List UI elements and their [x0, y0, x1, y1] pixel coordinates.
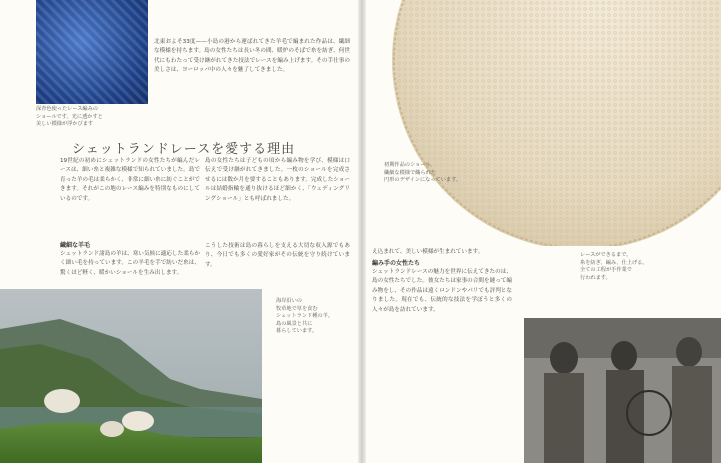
- coastal-sheep-photo: [0, 289, 262, 463]
- sub-heading-left: 繊細な羊毛: [60, 242, 91, 249]
- lace-caption: 初期作品のショール。 繊細な模様で織られた 円形のデザインになっています。: [384, 162, 462, 184]
- left-column-2: シェットランド諸島の羊は、寒い気候に適応した柔らかく細い毛を持っています。この羊毛を手で紡いだ糸は、驚くほど軽く、暖かいショールを生み出します。: [60, 251, 200, 276]
- intro-paragraph: 北東およそ33度——小島の港から運ばれてきた羊毛で編まれた作品は、繊細な模様を持ちます。島の女性たちは長い冬の間、暖炉のそばで糸を紡ぎ、何世代にもわたって受け継がれてきた技法でレースを編み上げます。その手仕事の美しさは、ヨーロッパ中の人々を魅了してきました。: [154, 39, 350, 74]
- spin-caption: レースができるまで。 糸を紡ぎ、編み、仕上げる。 全ての工程が手作業で 行われます。: [580, 252, 648, 281]
- knitted-shawl-photo: [36, 0, 148, 104]
- sub-heading-right: 編み手の女性たち: [372, 260, 421, 267]
- left-column: 19世紀の初めにシェットランドの女性たちが編んだレースは、細い糸と複雑な模様で知られていました。島で育った羊の毛は柔らかく、非常に細い糸に紡ぐことができます。それがこの地のレース編みを特別なものにしているのです。: [60, 158, 200, 202]
- coast-caption: 海岸沿いの 牧草地で草を食む シェットランド種の羊。 島の風景と共に 暮らしています。: [276, 298, 333, 335]
- lace-doily-photo: [372, 0, 721, 246]
- right-column-2: シェットランドレースの魅力を世界に伝えてきたのは、島の女性たちでした。彼女たちは家事の合間を縫って編み物をし、その作品は遠くロンドンやパリでも評判となりました。現在でも、伝統的な技法を学ぼうと多くの人々が島を訪れています。: [372, 269, 512, 313]
- right-column: え込まれて、美しい模様が生まれています。: [372, 249, 484, 255]
- middle-column-2: こうした技術は島の暮らしを支える大切な収入源でもあり、今日でも多くの愛好家がその伝統を守り続けています。: [205, 243, 350, 268]
- page-gutter: [358, 0, 366, 463]
- spinning-women-photo: [524, 318, 721, 463]
- knit-caption: 深青色使ったレース編みの ショールです。光に透かすと 美しい模様が浮かびます: [36, 106, 103, 128]
- section-heading: シェットランドレースを愛する理由: [72, 142, 296, 157]
- middle-column: 島の女性たちは子どもの頃から編み物を学び、模様は口伝えで受け継がれてきました。一枚のショールを完成させるには数か月を要することもあります。完成したショールは結婚指輪を通り抜けるほど細かく、「ウェディングリングショール」とも呼ばれました。: [205, 158, 350, 202]
